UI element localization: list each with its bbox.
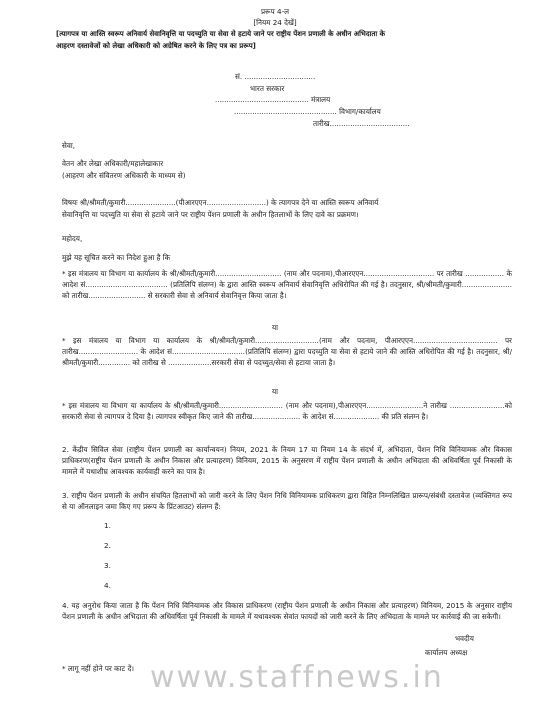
date-line: तारीख................................... <box>313 119 410 128</box>
department-line: ............................................. विभाग/कार्यालय <box>234 107 381 116</box>
list-item: 3. <box>104 561 111 570</box>
head-of-office: कार्यालय अध्यक्ष <box>425 648 468 657</box>
or-separator-2: या <box>271 387 279 396</box>
paragraph-compulsory-retirement: * इस मंत्रालय या विभाग या कार्यालय के श्री/श्रीमती/कुमारी............................. (नाम और पदनाम),पीआरएएन............................... पर तारीख ................. के आदेश सं.................................... (प्रतिलिपि संलग्न) के द्वारा आस्ति स्वरूप अनिवार्य सेवानिवृत्ति अधिरोपित की गई है। तदनुसार, श्री/श्रीमती/कुमारी...................... को तारीख......................... से सरकारी सेवा से अनिवार्य सेवानिवृत्त किया जाता है। <box>62 269 512 300</box>
govt-of-india: भारत सरकार <box>250 84 285 93</box>
or-separator-1: या <box>271 323 279 332</box>
form-number: प्ररूप 4-ल <box>260 7 290 16</box>
intro-line: मुझे यह सूचित करने का निदेश हुआ है कि <box>62 253 171 262</box>
paragraph-resignation: * इस मंत्रालय या विभाग या कार्यालय के श्री/श्रीमती/कुमारी............................ (नाम और पदनाम),पीआरएएन.........................ने तारीख ........................को सरकारी सेवा से त्यागपत्र दे दिया है। त्यागपत्र स्वीकृत किए जाने की तारीख..................... के आदेश सं.................... की प्रति संलग्न है। <box>62 401 512 421</box>
rule-reference: [नियम 24 देखें] <box>253 18 297 27</box>
subject-line2: सेवानिवृत्ति या पदच्युति या सेवा से हटाये जाने पर राष्ट्रीय पेंशन प्रणाली के अधीन हितलाभों के लिए दावे का प्रक्रमण। <box>62 210 359 219</box>
via-ddo-line: (आहरण और संवितरण अधिकारी के माध्यम से) <box>62 171 186 180</box>
form-title-line2: आहरण दस्तावेजों को लेखा अधिकारी को अग्रेषित करने के लिए पत्र का प्ररूप] <box>56 42 256 50</box>
salutation: महोदय, <box>62 234 83 243</box>
paragraph-dismissal: * इस मंत्रालय या विभाग या कार्यालय के श्री/श्रीमती/कुमारी............................(नाम और पदनाम, पीआरएएन..................................... पर तारीख.......................... के आदेश सं................................(प्रतिलिपि संलग्न) द्वारा पदच्युति या सेवा से हटाये जाने की आस्ति अधिरोपित की गई है। तदनुसार, श्री/श्रीमती/कुमारी.............. को तारीख से ...................सरकारी सेवा से पदच्युत/सेवा से हटाया जाता है। <box>62 336 512 367</box>
yours-faithfully: भवदीय <box>455 634 474 643</box>
pao-line: वेतन और लेखा अधिकारी/महालेखाकार <box>62 159 164 168</box>
list-item: 4. <box>104 581 111 590</box>
watermark: www.staffnews.in <box>150 660 444 695</box>
list-item: 1. <box>104 521 111 530</box>
paragraph-3: 3. राष्ट्रीय पेंशन प्रणाली के अधीन संचयित हितलाभों को जारी करने के लिए पेंशन निधि विनियामक प्राधिकरण द्वारा विहित निम्नलिखित प्रारूप/संबंधी दस्तावेज (व्यक्तिगत रूप से या ऑनलाइन जमा किए गए प्ररूप के प्रिंटआउट) संलग्न हैं: <box>62 491 512 511</box>
paragraph-4: 4. यह अनुरोध किया जाता है कि पेंशन निधि विनियामक और विकास प्राधिकरण (राष्ट्रीय पेंशन प्रणाली के अधीन निकास और प्रत्याहरण) विनियम, 2015 के अनुसार राष्ट्रीय पेंशन प्रणाली के अधीन अभिदाता की अधिवर्षिता पूर्व निकासी के मामले में यथावश्यक सेवांत फायदों को जारी करने के लिए अभिदाता के मामले पर कार्रवाई की जा सकेगी। <box>62 601 512 621</box>
footnote: * लागू नहीं होने पर काट दें। <box>62 664 134 673</box>
paragraph-2: 2. केंद्रीय सिविल सेवा (राष्ट्रीय पेंशन प्रणाली का कार्यान्वयन) नियम, 2021 के नियम 17 या नियम 14 के संदर्भ में, अभिदाता, पेंशन निधि विनियामक और विकास प्राधिकरण(राष्ट्रीय पेंशन प्रणाली के अधीन निकास और प्रत्याहरण) विनियम, 2015 के अनुसरण में राष्ट्रीय पेंशन प्रणाली के अधीन अभिदाता की अधिवर्षिता पूर्व निकासी के मामले में यथाशीघ्र आवश्यक कार्यवाही करने का पात्र है। <box>62 445 512 476</box>
seva-salutation: सेवा, <box>62 141 76 150</box>
subject-line1: विषयः श्री/श्रीमती/कुमारी......................(पीआरएएन..........................) के त्यागपत्र देने या आस्ति स्वरूप अनिवार्य <box>62 198 379 207</box>
letter-number: सं. ............................... <box>235 72 316 81</box>
ministry-line: ......................................... मंत्रालय <box>215 95 331 104</box>
form-title-line1: [त्यागपत्र या आस्ति स्वरूप अनिवार्य सेवानिवृत्ति या पदच्युति या सेवा से हटाये जाने पर राष्ट्रीय पेंशन प्रणाली के अधीन अभिदाता के <box>56 30 385 38</box>
list-item: 2. <box>104 541 111 550</box>
